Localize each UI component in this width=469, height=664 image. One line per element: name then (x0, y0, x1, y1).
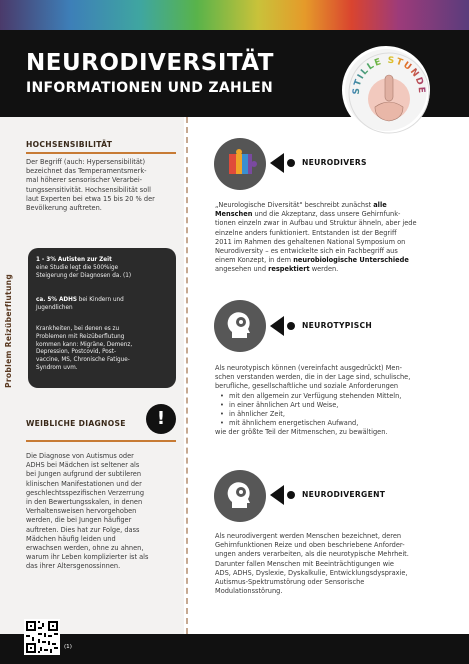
gear-head-icon (214, 470, 266, 522)
pointer-dot (287, 159, 295, 167)
pointer-icon (270, 316, 284, 336)
orange-rule (26, 440, 176, 442)
stat-autisten: 1 - 3% Autisten zur Zeit eine Studie legt die 500%ige Steigerung der Diagnosen da. (1) (36, 257, 132, 279)
gear-head-icon (214, 300, 266, 352)
list-item: • in ähnlicher Zeit, (215, 410, 450, 419)
neurodivers-text: „Neurologische Diversität" beschreibt zunächst alle Menschen und die Akzeptanz, dass unsere Gehirnfunk- tionen einzeln zwar in Aufbau und Struktur ähneln, aber jede einzelne anders funktioniert. Entstanden ist der Begriff 2011 im Rahmen des gehaltenen National Symposium on Neurodiversity – es entwickelte sich ein Fachbegriff aus einem Konzept, in dem neurobiologische Unterschiede angesehen und respektiert werden. (215, 201, 417, 274)
weibliche-diagnose-heading: WEIBLICHE DIAGNOSE (26, 419, 126, 428)
neurodivers-heading: NEURODIVERS (302, 158, 367, 167)
pointer-dot (287, 491, 295, 499)
column-divider (186, 117, 188, 634)
pointer-icon (270, 153, 284, 173)
vertical-label: Problem Reizüberflutung (4, 273, 13, 388)
list-item: • in einer ähnlichen Art und Weise, (215, 401, 450, 410)
neurotypisch-text: Als neurotypisch können (vereinfacht ausgedrückt) Men- schen verstanden werden, die in der Lage sind, schulische, berufliche, gesellschaftliche und soziale Anforderungen • mit den allgemein zur Verfügung stehenden Mitteln, • in einer ähnlichen Art und Weise, • in ähnlicher Zeit, • mit ähnlichem energetischen Aufwand, wie der größte Teil der Mitmenschen, zu bewältigen. (215, 364, 450, 438)
exclamation-icon: ! (146, 404, 176, 434)
pointer-icon (270, 485, 284, 505)
neurodivergent-text: Als neurodivergent werden Menschen bezeichnet, deren Gehirnfunktionen Reize und oben beschriebene Anforder- ungen anders verarbeiten, als die neurotypische Mehrheit. Darunter fallen Menschen mit Beeinträchtigungen wie ADS, ADHS, Dyslexie, Dyskalkulie, Entwicklungsdyspraxie, Autismus-Spektrumstörung oder Sensorische Modulationsstörung. (215, 532, 409, 596)
stat-adhs: ca. 5% ADHS bei Kindern und Jugendlichen (36, 297, 124, 311)
rainbow-banner (0, 0, 469, 30)
puzzle-head-icon (214, 138, 266, 190)
pointer-dot (287, 322, 295, 330)
neurotypisch-heading: NEUROTYPISCH (302, 321, 373, 330)
orange-rule (26, 152, 176, 154)
stille-stunde-logo (342, 46, 430, 134)
qr-code[interactable] (24, 619, 60, 655)
badge-text: STILLE STUNDE (351, 55, 427, 95)
neurodivergent-heading: NEURODIVERGENT (302, 490, 386, 499)
reference-note: (1) (64, 644, 72, 650)
stat-krankheiten: Krankheiten, bei denen es zu Problemen mit Reizüberflutung kommen kann: Migräne, Demenz, Depression, Postcovid, Post- vaccine, MS, Chronische Fatigue- Syndrom uvm. (36, 326, 133, 371)
weibliche-diagnose-text: Die Diagnose von Autismus oder ADHS bei Mädchen ist seltener als bei Jungen aufgrund der subtileren klinischen Manifestationen und der geschlechtsspezifischen Verzerrung in den Bewertungsskalen, in denen Verhaltensweisen hervorgehoben werden, die bei Jungen häufiger auftreten. Dies hat zur Folge, dass Mädchen häufig leiden und erwachsen werden, ohne zu ahnen, warum ihr Leben komplizierter ist als das ihrer Altersgenossinnen. (26, 452, 149, 571)
list-item: • mit ähnlichem energetischen Aufwand, (215, 419, 450, 428)
neurotypisch-list (215, 392, 450, 429)
hochsensibilitaet-heading: HOCHSENSIBILITÄT (26, 140, 113, 149)
hochsensibilitaet-text: Der Begriff (auch: Hypersensibilität) bezeichnet das Temperamentsmerk- mal höherer sensorischer Verarbei- tungssensitivität. Hochsensibilität soll laut Experten bei etwa 15 bis 20 % der Bevölkerung auftreten. (26, 158, 155, 213)
page-title: NEURODIVERSITÄT (26, 50, 275, 76)
page-subtitle: INFORMATIONEN UND ZAHLEN (26, 80, 274, 96)
list-item: • mit den allgemein zur Verfügung stehenden Mitteln, (215, 392, 450, 401)
